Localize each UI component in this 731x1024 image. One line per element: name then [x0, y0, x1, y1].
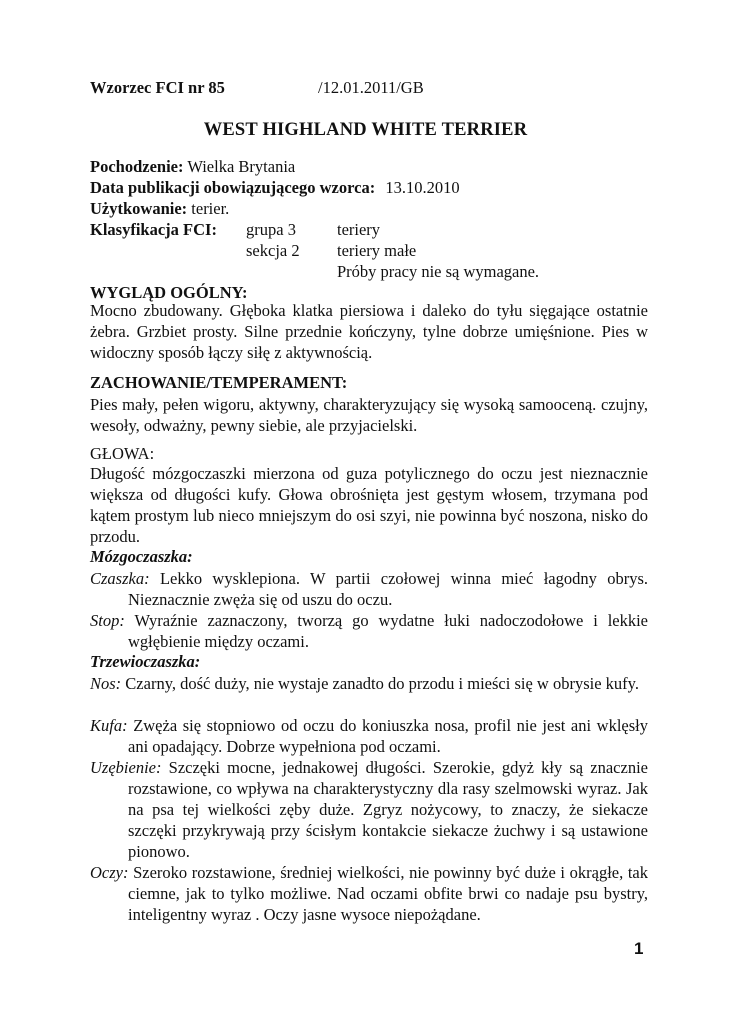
classification-label: Klasyfikacja FCI: [90, 220, 217, 239]
pubdate-row [90, 178, 460, 198]
muzzle-text: Zwęża się stopniowo od oczu do koniuszka nosa, profil nie jest ani wklęsły ani opadający. Dobrze wypełniona pod oczami. [128, 716, 648, 756]
stop-entry [90, 610, 648, 652]
fci-group-name: teriery [337, 220, 381, 239]
eyes-text: Szeroko rozstawione, średniej wielkości, nie powinny być duże i okrągłe, tak ciemne, jak to tylko możliwe. Nad oczami obfite brwi co nadaje psu bystry, inteligentny wyraz . Oczy jasne wysoce niepożądane. [128, 863, 649, 924]
nose-text: Czarny, dość duży, nie wystaje zanadto do przodu i mieści się w obrysie kufy. [125, 674, 639, 693]
usage-row [90, 199, 229, 219]
eyes-label: Oczy: [90, 863, 129, 882]
usage-value: terier. [191, 199, 230, 218]
stop-text: Wyraźnie zaznaczony, tworzą go wydatne łuki nadoczodołowe i lekkie wgłębienie między oczami. [128, 611, 649, 651]
behaviour-heading: ZACHOWANIE/TEMPERAMENT: [90, 373, 348, 392]
skull-entry [90, 568, 648, 610]
origin-row [90, 157, 295, 177]
breed-title: WEST HIGHLAND WHITE TERRIER [203, 120, 528, 140]
nose-label: Nos: [90, 674, 122, 693]
standard-date-code: /12.01.2011/GB [318, 78, 424, 97]
page-number: 1 [634, 939, 644, 958]
muzzle-entry [90, 715, 648, 757]
general-appearance-heading: WYGLĄD OGÓLNY: [90, 283, 248, 302]
teeth-text: Szczęki mocne, jednakowej długości. Szerokie, gdyż kły są znacznie rozstawione, co wpływa na charakterystyczny dla rasy szelmowski wyraz. Jak na psa tej wielkości zęby duże. Zgryz nożycowy, to znaczy, że siekacze szczęki przykrywają przy ścisłym kontakcie siekacze żuchwy i są ustawione pionowo. [128, 758, 648, 861]
teeth-entry [90, 757, 648, 862]
working-trial-note: Próby pracy nie są wymagane. [337, 262, 540, 281]
fci-section-name: teriery małe [337, 241, 417, 260]
teeth-label: Uzębienie: [90, 758, 162, 777]
standard-number: Wzorzec FCI nr 85 [90, 78, 225, 97]
skull-text: Lekko wysklepiona. W partii czołowej winna mieć łagodny obrys. Nieznacznie zwęża się od uszu do oczu. [128, 569, 649, 609]
muzzle-label: Kufa: [90, 716, 128, 735]
cranial-region-heading: Mózgoczaszka: [90, 547, 193, 566]
pubdate-label: Data publikacji obowiązującego wzorca: [90, 178, 376, 197]
fci-group: grupa 3 [246, 220, 296, 239]
head-heading: GŁOWA: [90, 444, 155, 463]
usage-label: Użytkowanie: [90, 199, 188, 218]
head-text: Długość mózgoczaszki mierzona od guza potylicznego do oczu jest nieznacznie większa od długości kufy. Głowa obrośnięta jest gęstym włosem, trzymana pod kątem prostym lub nieco mniejszym do osi szyi, nie powinna być noszona, nisko do przodu. [90, 464, 648, 546]
pubdate-value: 13.10.2010 [385, 178, 460, 197]
facial-region-heading: Trzewioczaszka: [90, 652, 201, 671]
fci-section: sekcja 2 [246, 241, 300, 260]
eyes-entry [90, 862, 648, 925]
nose-entry [90, 673, 648, 694]
skull-label: Czaszka: [90, 569, 150, 588]
general-appearance-text: Mocno zbudowany. Głęboka klatka piersiowa i daleko do tyłu sięgające ostatnie żebra. Grzbiet prosty. Silne przednie kończyny, tylne dobrze umięśnione. Pies w widoczny sposób łączy siłę z aktywnością. [90, 301, 648, 362]
origin-value: Wielka Brytania [187, 157, 296, 176]
origin-label: Pochodzenie: [90, 157, 184, 176]
stop-label: Stop: [90, 611, 125, 630]
behaviour-text: Pies mały, pełen wigoru, aktywny, charakteryzujący się wysoką samooceną. czujny, wesoły, odważny, pewny siebie, ale przyjacielski. [90, 395, 648, 435]
